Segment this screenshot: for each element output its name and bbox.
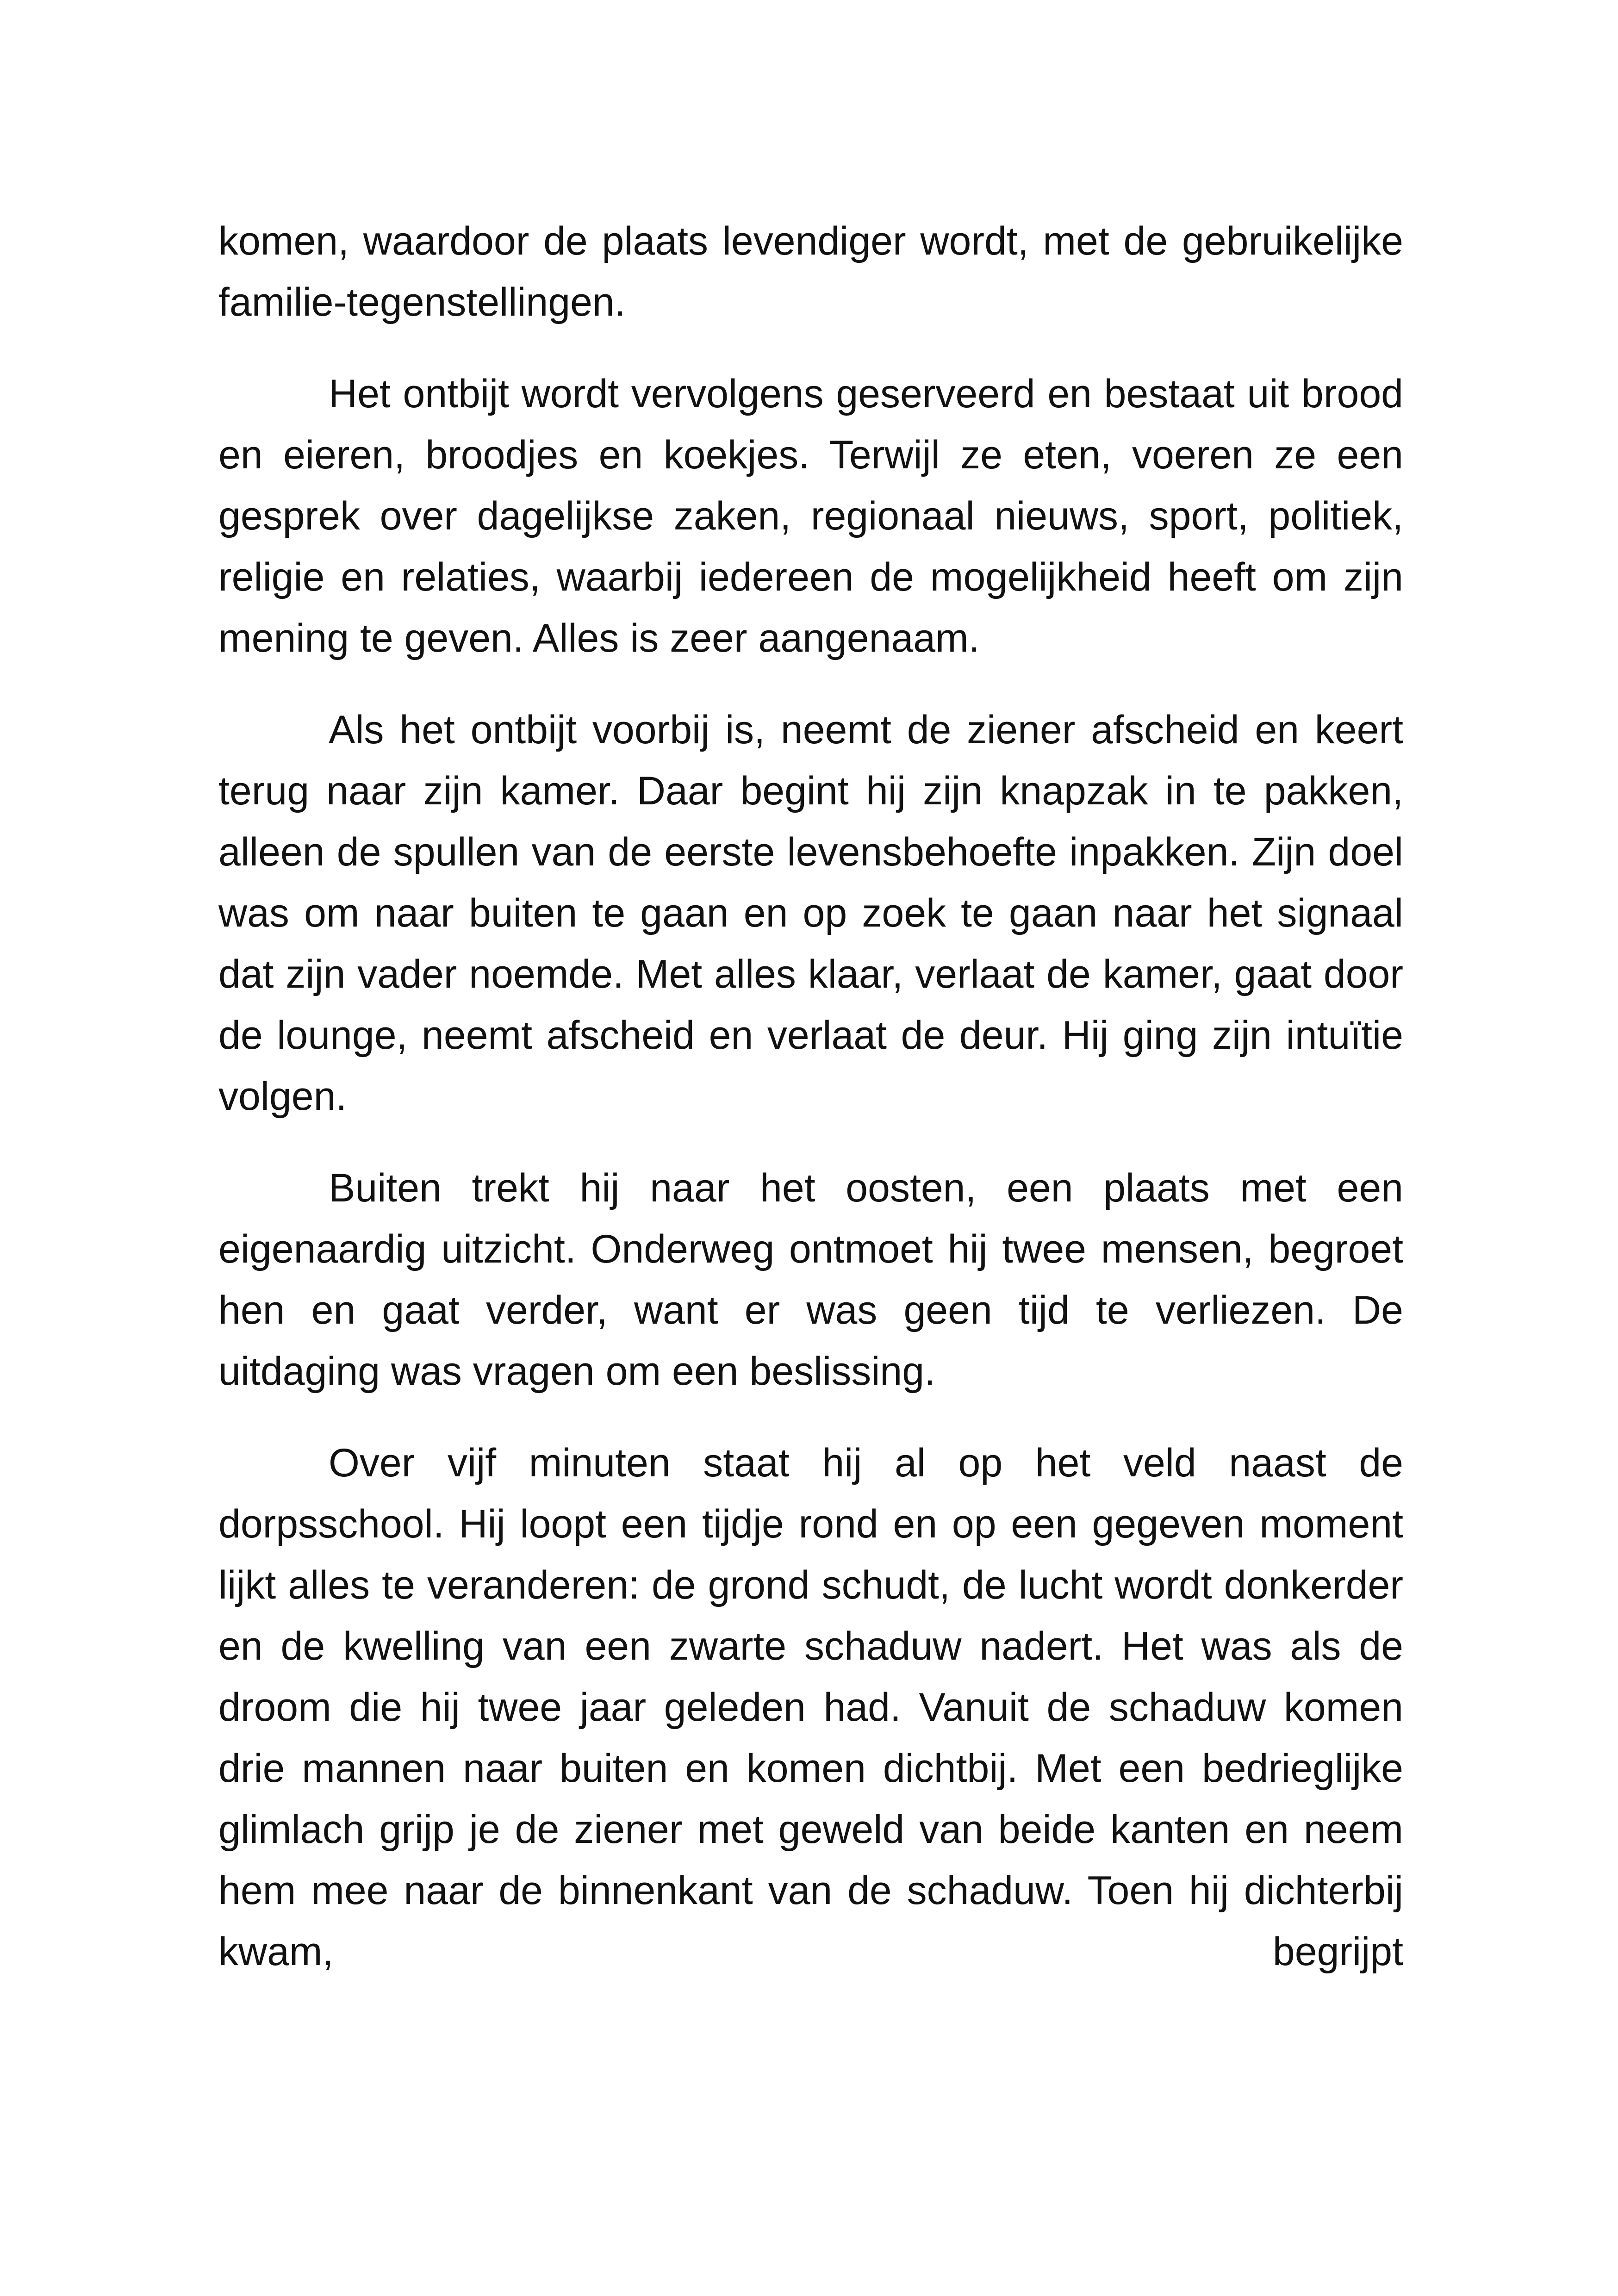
paragraph-breakfast: Het ontbijt wordt vervolgens geserveerd en bestaat uit brood en eieren, broodjes en koekjes. Terwijl ze eten, voeren ze een gesprek over dagelijkse zaken, regionaal nieuws, sport, politiek, religie en relaties, waarbij iedereen de mogelijkheid heeft om zijn mening te geven. Alles is zeer aangenaam.	[218, 372, 1403, 660]
paragraph-departure: Als het ontbijt voorbij is, neemt de ziener afscheid en keert terug naar zijn kamer. Daar begint hij zijn knapzak in te pakken, alleen de spullen van de eerste levensbehoefte inpakken. Zijn doel was om naar buiten te gaan en op zoek te gaan naar het signaal dat zijn vader noemde. Met alles klaar, verlaat de kamer, gaat door de lounge, neemt afscheid en verlaat de deur. Hij ging zijn intuïtie volgen.	[218, 708, 1403, 1119]
document-body	[218, 211, 1403, 2013]
paragraph-shadow: Over vijf minuten staat hij al op het veld naast de dorpsschool. Hij loopt een tijdje rond en op een gegeven moment lijkt alles te veranderen: de grond schudt, de lucht wordt donkerder en de kwelling van een zwarte schaduw nadert. Het was als de droom die hij twee jaar geleden had. Vanuit de schaduw komen drie mannen naar buiten en komen dichtbij. Met een bedrieglijke glimlach grijp je de ziener met geweld van beide kanten en neem hem mee naar de binnenkant van de schaduw. Toen hij dichterbij kwam, begrijpt	[218, 1441, 1403, 1974]
paragraph-continuation: komen, waardoor de plaats levendiger wordt, met de gebruikelijke familie-tegenstellingen.	[218, 219, 1403, 324]
paragraph-outside: Buiten trekt hij naar het oosten, een plaats met een eigenaardig uitzicht. Onderweg ontmoet hij twee mensen, begroet hen en gaat verder, want er was geen tijd te verliezen. De uitdaging was vragen om een beslissing.	[218, 1166, 1403, 1394]
